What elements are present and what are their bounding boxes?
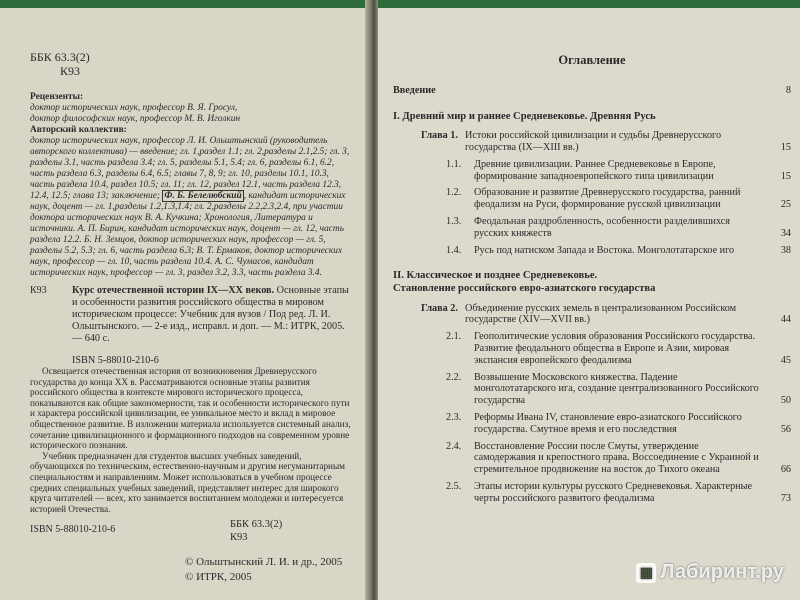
toc-sections-2 xyxy=(393,331,791,504)
book-description xyxy=(72,285,355,345)
section-page: 56 xyxy=(780,423,791,435)
bbk-block-bottom xyxy=(230,518,282,544)
book-code: К93 xyxy=(30,285,47,296)
part-2-line-1: II. Классическое и позднее Средневековье. xyxy=(393,270,598,282)
section-page: 50 xyxy=(780,395,791,407)
authors-heading: Авторский коллектив: xyxy=(30,125,127,135)
toc-intro xyxy=(393,85,791,97)
imprint-content xyxy=(30,50,355,535)
section-title: Реформы Ивана IV, становление евро-азиатского Российского государства. Смутное время и его последствия xyxy=(474,411,742,435)
section-title: Древние цивилизации. Раннее Средневековье в Европе, формирование западноевропейского типа цивилизации xyxy=(474,158,716,182)
toc-title: Оглавление xyxy=(558,53,626,67)
toc-section xyxy=(393,412,791,436)
section-title: Геополитические условия образования Российского государства. Развитие феодального общества в Европе и Азии, мировая экспансия европейского феодализма xyxy=(474,331,755,366)
chapter-page: 44 xyxy=(780,314,791,326)
toc-sections-1 xyxy=(393,159,791,257)
section-title: Феодальная раздробленность, особенности разделившихся русских княжеств xyxy=(474,215,730,239)
copyright-authors: © Ольштынский Л. И. и др., 2005 xyxy=(185,556,343,568)
section-page: 15 xyxy=(780,170,791,182)
section-page: 34 xyxy=(780,227,791,239)
author-mark-bottom: К93 xyxy=(230,532,248,543)
section-page: 66 xyxy=(780,464,791,476)
section-title: Образование и развитие Древнерусского государства, ранний феодализм на Руси, формирование русской цивилизации xyxy=(474,187,741,211)
reviewer-1: доктор исторических наук, профессор В. Я. Гросул, xyxy=(30,103,238,113)
section-number: 1.1. xyxy=(446,158,462,170)
highlighted-author: Ф. Б. Белелюбский xyxy=(164,191,242,201)
copyright-block xyxy=(185,555,342,585)
toc-section xyxy=(393,159,791,183)
toc-section xyxy=(393,331,791,366)
left-page xyxy=(0,0,368,600)
bbk-block-top xyxy=(30,50,355,78)
section-number: 1.3. xyxy=(446,215,462,227)
author-mark-top: К93 xyxy=(60,64,81,78)
annotation-paragraph-2: Учебник предназначен для студентов высших учебных заведений, обучающихся по техническим, естественно-научным и другим негуманитарным специальностям и направлениям. Может использоваться в учебном процессе средних специальных учебных заведений, представляет интерес для широкого круга читателей — всех, кто занимается воспитанием молодежи и интересуется историей Отечества. xyxy=(30,450,345,514)
cover-edge xyxy=(0,0,368,8)
section-number: 2.2. xyxy=(446,371,462,383)
bbk-code-top: ББК 63.3(2) xyxy=(30,50,90,64)
section-page: 45 xyxy=(780,354,791,366)
chapter-page: 15 xyxy=(780,141,791,153)
toc-section xyxy=(393,216,791,240)
toc-part-2 xyxy=(393,270,791,295)
authors-text-part2: , кандидат исторических наук, доцент — гл. 1,разделы 1.2,1.3,1.4; гл. 2,разделы 2.2,2.3,2.4, при участии доктора исторических наук В. А. Кучкина; Хронология, Литература и источники. А. П. Бирин, кандидат исторических наук, доцент — гл. 12, часть раздела 12.2. Б. Н. Земцов, доктор исторических наук, профессор — гл. 5, разделы 5.2, 5.3; гл. 6, часть раздела 6.3; В. Т. Ермаков, доктор исторических наук, профессор — гл. 10, часть раздела 10.4. А. С. Чумасов, кандидат исторических наук, профессор — гл. 3, раздел 3.2, 3.3, часть раздела 3.4. xyxy=(30,191,346,278)
section-title: Возвышение Московского княжества. Падение монголотатарского ига, создание централизованного Российского государства xyxy=(474,371,759,407)
toc-section xyxy=(393,245,791,257)
book-title: Курс отечественной истории IX—XX веков. xyxy=(72,285,275,296)
right-page xyxy=(378,0,800,600)
section-title: Этапы истории культуры русского Средневековья. Характерные черты российского развитого феодализма xyxy=(474,480,752,504)
section-title: Русь под натиском Запада и Востока. Монголотатарское иго xyxy=(474,244,735,256)
labirint-watermark xyxy=(636,561,784,584)
isbn-bottom: ISBN 5-88010-210-6 xyxy=(30,524,116,536)
toc-section xyxy=(393,481,791,505)
copyright-publisher: © ИТРК, 2005 xyxy=(185,571,252,583)
chapter-label: Глава 2. xyxy=(421,302,458,314)
annotation-paragraph-1: Освещается отечественная история от возникновения Древнерусского государства до конца XX в. Рассматриваются основные этапы развития российского общества в контексте мирового исторического процесса, показываются как общие закономерности, так и особенности исторического пути и характера российской цивилизации, ее уникальное место и вклад в мировое общественное развитие. В изложении материала используется системный анализ, сочетание цивилизационного и формационного подходов на современном уровне исторического познания. xyxy=(30,366,351,451)
section-page: 25 xyxy=(780,199,791,211)
toc-intro-page: 8 xyxy=(785,84,791,96)
table-of-contents xyxy=(393,55,791,505)
chapter-label: Глава 1. xyxy=(421,130,458,142)
authors-text xyxy=(30,136,355,279)
section-number: 2.3. xyxy=(446,411,462,423)
book-record xyxy=(30,285,355,345)
section-number: 1.2. xyxy=(446,187,462,199)
section-number: 2.1. xyxy=(446,331,462,343)
book-details: Основные этапы и особенности развития российского общества в мировом историческом процессе: Учебник для вузов / Под ред. Л. И. Ольштынского. — 2-е изд., исправл. и доп. — М.: ИТРК, 2005. — 640 с. xyxy=(72,285,349,344)
section-title: Восстановление России после Смуты, утверждение самодержавия и крепостного права. Воссоединение с Украиной и стремительное продвижение на восток до Тихого океана xyxy=(474,440,759,476)
toc-section xyxy=(393,187,791,211)
reviewer-2: доктор философских наук, профессор М. В. Иголкин xyxy=(30,114,241,124)
section-number: 2.5. xyxy=(446,480,462,492)
watermark-text: Лабиринт.ру xyxy=(660,561,784,583)
reviewers-heading: Рецензенты: xyxy=(30,92,84,102)
cover-edge-right xyxy=(378,0,800,8)
toc-section xyxy=(393,372,791,407)
toc-intro-label: Введение xyxy=(393,84,436,96)
part-2-line-2: Становление российского евро-азиатского государства xyxy=(393,282,656,294)
chapter-title: Истоки российской цивилизации и судьбы Древнерусского государства (IX—XIII вв.) xyxy=(465,130,722,153)
labyrinth-logo-icon: ▦ xyxy=(636,563,656,583)
toc-section xyxy=(393,441,791,476)
isbn-top: ISBN 5-88010-210-6 xyxy=(72,355,159,366)
section-number: 2.4. xyxy=(446,440,462,452)
toc-chapter-1 xyxy=(393,130,791,154)
authors-text-part1: доктор исторических наук, профессор Л. И. Ольштынский (руководитель авторского коллектива) — введение; гл. 1,раздел 1.1; гл. 2,разделы 2.1,2.5; гл. 3, разделы 3.1, часть раздела 3.4; гл. 5, разделы 5.1, 5.4; гл. 6, разделы 6.1, 6.2, часть раздела 6.3, разделы 6.4, 6.5; главы 7, 8, 9; гл. 10, разделы 10.1, 10.3, часть раздела 10.4, раздел 10.5; гл. 11; гл. 12, раздел 12.1, часть раздела 12.3, 12.4, 12.5; глава 13; заключение; xyxy=(30,136,350,201)
bbk-code-bottom: ББК 63.3(2) xyxy=(230,519,283,530)
toc-part-1: I. Древний мир и раннее Средневековье. Древняя Русь xyxy=(393,110,656,122)
section-page: 38 xyxy=(780,244,791,256)
chapter-title: Объединение русских земель в централизованном Российском государстве (XIV—XVII вв.) xyxy=(465,302,737,326)
toc-chapter-2 xyxy=(393,303,791,327)
section-number: 1.4. xyxy=(446,244,462,256)
section-page: 73 xyxy=(780,492,791,504)
